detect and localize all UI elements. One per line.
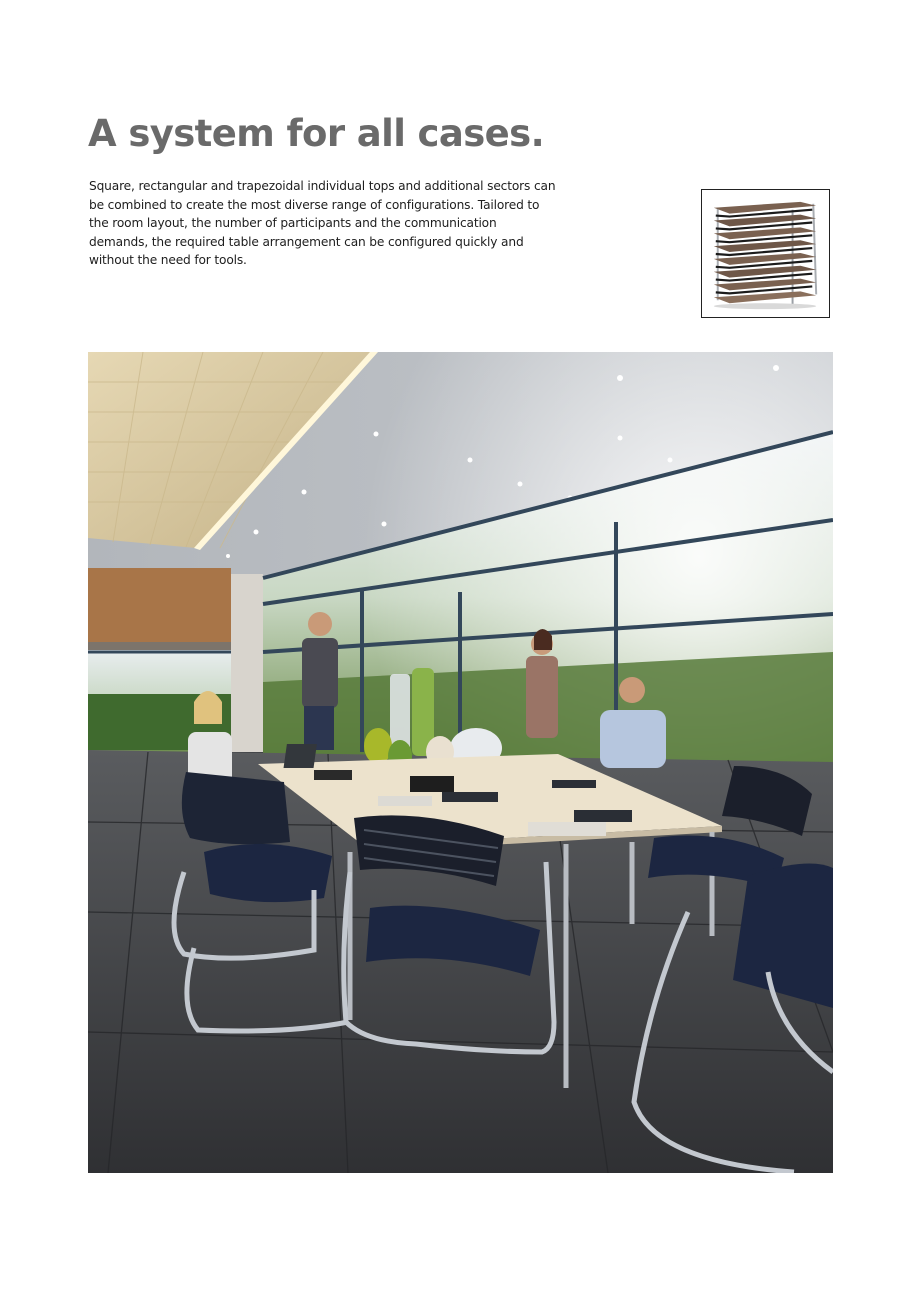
stacked-tables-thumbnail: [701, 189, 830, 318]
conference-room-photo: [88, 352, 833, 1173]
stacked-tables-illustration: [702, 190, 829, 317]
conference-room-scene: [88, 352, 833, 1173]
intro-paragraph: Square, rectangular and trapezoidal individual tops and additional sectors can be combined to create the most diverse range of configurations. Tailored to the room layout, the number of participants and the communication demands, the required table arrangement can be configured quickly and without the need for tools.: [89, 179, 556, 267]
page-headline: A system for all cases.: [88, 112, 545, 155]
